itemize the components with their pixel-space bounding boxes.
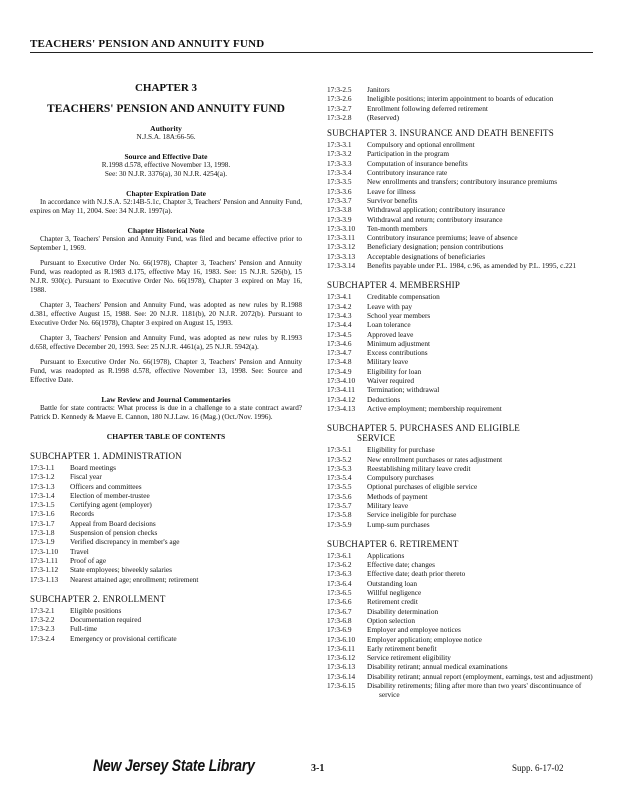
- toc-row: [327, 94, 595, 103]
- section-title: Leave with pay: [367, 301, 412, 311]
- section-title: Full-time: [70, 624, 98, 634]
- section-title: New enrollment purchases or rates adjustment: [367, 454, 503, 464]
- section-title: Lump-sum purchases: [367, 519, 430, 529]
- section-title: Nearest attained age; enrollment; retirement: [70, 574, 199, 584]
- subchapter-5-heading-cont: SERVICE: [357, 433, 396, 444]
- section-number: 17:3-3.1: [327, 140, 352, 150]
- toc-row: [30, 509, 302, 518]
- section-title: Ineligible positions; interim appointment to boards of education: [367, 94, 554, 104]
- subchapter-6-heading: SUBCHAPTER 6. RETIREMENT: [327, 538, 459, 549]
- section-number: 17:3-6.9: [327, 625, 352, 635]
- section-number: 17:3-2.1: [30, 605, 55, 615]
- toc-row: [327, 177, 595, 186]
- toc-row: [327, 473, 595, 482]
- section-title: Disability retirant; annual medical examinations: [367, 662, 508, 672]
- section-number: 17:3-4.10: [327, 376, 356, 386]
- section-title: Early retirement benefit: [367, 643, 437, 653]
- section-title: New enrollments and transfers; contributory insurance premiums: [367, 177, 558, 187]
- toc-row: [327, 625, 595, 634]
- section-number: 17:3-6.8: [327, 615, 352, 625]
- section-number: 17:3-5.6: [327, 491, 352, 501]
- section-title: Travel: [70, 546, 89, 556]
- section-title: Participation in the program: [367, 149, 450, 159]
- section-title: Minimum adjustment: [367, 338, 431, 348]
- toc-row: [327, 339, 595, 348]
- subchapter-5-heading: SUBCHAPTER 5. PURCHASES AND ELIGIBLE: [327, 423, 520, 434]
- toc-row: [327, 330, 595, 339]
- toc-row: [327, 644, 595, 653]
- right-column: [327, 85, 595, 700]
- section-title: Willful negligence: [367, 588, 422, 598]
- section-title: Eligibility for loan: [367, 366, 422, 376]
- section-title: Compulsory purchases: [367, 473, 434, 483]
- subchapter-1-list: [30, 463, 302, 584]
- section-number: 17:3-3.6: [327, 186, 352, 196]
- toc-row: [327, 551, 595, 560]
- section-title: Records: [70, 509, 94, 519]
- section-title: Eligibility for purchase: [367, 445, 435, 455]
- section-number: 17:3-3.7: [327, 195, 352, 205]
- left-column: [30, 82, 302, 643]
- toc-row: [327, 348, 595, 357]
- history-paragraph: Pursuant to Executive Order No. 66(1978), Chapter 3, Teachers' Pension and Annuity Fund, was readopted as R.1998 d.578, effective November 13, 1998. See: Source and Effective Date.: [30, 358, 302, 384]
- toc-row: [30, 482, 302, 491]
- section-number: 17:3-4.1: [327, 292, 352, 302]
- source-line: R.1998 d.578, effective November 13, 1998.: [101, 161, 231, 169]
- section-title: Disability retirements; filing after more than two years' discontinuance of service: [367, 681, 582, 700]
- toc-row: [327, 681, 595, 700]
- section-number: 17:3-1.12: [30, 565, 59, 575]
- toc-row: [327, 395, 595, 404]
- section-number: 17:3-6.3: [327, 569, 352, 579]
- header-rule: [30, 52, 593, 53]
- toc-row: [327, 588, 595, 597]
- supplement-date: Supp. 6-17-02: [512, 763, 564, 773]
- section-title: Methods of payment: [367, 491, 428, 501]
- section-number: 17:3-2.5: [327, 85, 352, 94]
- section-title: Janitors: [367, 85, 390, 94]
- section-number: 17:3-5.3: [327, 463, 352, 473]
- section-number: 17:3-6.13: [327, 662, 356, 672]
- toc-row: [327, 233, 595, 242]
- section-number: 17:3-6.1: [327, 550, 352, 560]
- toc-row: [327, 320, 595, 329]
- toc-row: [327, 357, 595, 366]
- source-heading: Source and Effective Date: [124, 152, 208, 161]
- toc-row: [327, 445, 595, 454]
- section-title: Eligible positions: [70, 605, 122, 615]
- toc-row: [327, 616, 595, 625]
- toc-row: [327, 224, 595, 233]
- toc-row: [327, 501, 595, 510]
- section-number: 17:3-1.5: [30, 500, 55, 510]
- toc-row: [327, 242, 595, 251]
- toc-row: [327, 168, 595, 177]
- law-review-text: Battle for state contracts: What process is due in a challenge to a state contract award? Patrick D. Kennedy & Maeve E. Cannon, 180 N.J.Law. 16 (Mag.) (Oct./Nov. 1996).: [30, 404, 302, 421]
- toc-row: [327, 252, 595, 261]
- toc-row: [327, 635, 595, 644]
- expiration-text: In accordance with N.J.S.A. 52:14B-5.1c, Chapter 3, Teachers' Pension and Annuity Fund, expires on May 11, 2004. See: 34 N.J.R. 1997(a).: [30, 198, 302, 215]
- section-title: Documentation required: [70, 615, 142, 625]
- toc-row: [30, 537, 302, 546]
- section-title: Military leave: [367, 357, 409, 367]
- section-title: Leave for illness: [367, 186, 416, 196]
- section-number: 17:3-6.14: [327, 671, 356, 681]
- section-number: 17:3-4.3: [327, 310, 352, 320]
- toc-row: [327, 113, 595, 122]
- section-number: 17:3-3.3: [327, 158, 352, 168]
- section-number: 17:3-1.13: [30, 574, 59, 584]
- subchapter-4-heading: SUBCHAPTER 4. MEMBERSHIP: [327, 280, 461, 291]
- section-number: 17:3-3.11: [327, 233, 355, 243]
- section-title: Disability retirant; annual report (employment, earnings, test and adjustment): [367, 671, 593, 681]
- section-title: School year members: [367, 310, 431, 320]
- chapter-title: TEACHERS' PENSION AND ANNUITY FUND: [47, 103, 285, 115]
- subchapter-3-list: [327, 140, 595, 270]
- toc-row: [327, 187, 595, 196]
- section-number: 17:3-5.7: [327, 500, 352, 510]
- toc-row: [30, 528, 302, 537]
- toc-row: [327, 196, 595, 205]
- toc-row: [327, 205, 595, 214]
- section-number: 17:3-1.3: [30, 481, 55, 491]
- section-number: 17:3-3.5: [327, 177, 352, 187]
- subchapter-5-list: [327, 445, 595, 529]
- section-title: Waiver required: [367, 376, 415, 386]
- section-number: 17:3-3.8: [327, 205, 352, 215]
- section-title: Deductions: [367, 394, 401, 404]
- toc-row: [30, 463, 302, 472]
- section-number: 17:3-3.10: [327, 223, 356, 233]
- section-title: Applications: [367, 550, 405, 560]
- section-title: Effective date; changes: [367, 560, 435, 570]
- section-number: 17:3-1.10: [30, 546, 59, 556]
- section-number: 17:3-4.12: [327, 394, 356, 404]
- section-number: 17:3-1.7: [30, 518, 55, 528]
- section-number: 17:3-3.14: [327, 261, 356, 271]
- section-title: Withdrawal application; contributory insurance: [367, 205, 506, 215]
- toc-row: [327, 215, 595, 224]
- section-title: Beneficiary designation; pension contributions: [367, 242, 504, 252]
- section-number: 17:3-6.6: [327, 597, 352, 607]
- section-number: 17:3-2.2: [30, 615, 55, 625]
- section-number: 17:3-2.3: [30, 624, 55, 634]
- page-number: 3-1: [311, 763, 325, 774]
- section-title: State employees; biweekly salaries: [70, 565, 172, 575]
- subchapter-1-heading: SUBCHAPTER 1. ADMINISTRATION: [30, 451, 182, 461]
- section-number: 17:3-5.9: [327, 519, 352, 529]
- subchapter-4-list: [327, 292, 595, 413]
- section-title: Compulsory and optional enrollment: [367, 140, 475, 150]
- library-logo: New Jersey State Library: [93, 755, 255, 775]
- toc-row: [30, 575, 302, 584]
- toc-row: [327, 482, 595, 491]
- section-number: 17:3-2.6: [327, 94, 352, 104]
- toc-row: [30, 547, 302, 556]
- section-number: 17:3-4.7: [327, 348, 352, 358]
- section-number: 17:3-6.7: [327, 606, 352, 616]
- subchapter-2-list: [30, 606, 302, 643]
- section-number: 17:3-1.6: [30, 509, 55, 519]
- section-number: 17:3-3.4: [327, 168, 352, 178]
- toc-heading: CHAPTER TABLE OF CONTENTS: [106, 432, 226, 441]
- subchapter-2-list-continued: [327, 85, 595, 122]
- toc-row: [327, 385, 595, 394]
- toc-row: [327, 292, 595, 301]
- toc-row: [30, 615, 302, 624]
- section-title: Acceptable designations of beneficiaries: [367, 251, 486, 261]
- section-number: 17:3-4.8: [327, 357, 352, 367]
- section-title: Outstanding loan: [367, 578, 418, 588]
- section-title: Enrollment following deferred retirement: [367, 103, 488, 113]
- toc-row: [327, 302, 595, 311]
- history-paragraph: Pursuant to Executive Order No. 66(1978), Chapter 3, Teachers' Pension and Annuity Fund, was readopted as R.1983 d.175, effective May 16, 1983. See: 15 N.J.R. 526(b), 15 N.J.R. 930(c). Pursuant to Executive Order No. 66(1978), Chapter 3 expired on May 16, 1988.: [30, 259, 302, 294]
- section-title: Contributory insurance premiums; leave of absence: [367, 233, 518, 243]
- toc-row: [30, 565, 302, 574]
- section-number: 17:3-6.2: [327, 560, 352, 570]
- section-title: Contributory insurance rate: [367, 168, 448, 178]
- toc-row: [327, 104, 595, 113]
- section-number: 17:3-2.4: [30, 633, 55, 643]
- section-title: Withdrawal and return; contributory insurance: [367, 214, 503, 224]
- subchapter-6-list: [327, 551, 595, 700]
- section-title: Computation of insurance benefits: [367, 158, 468, 168]
- running-header: TEACHERS' PENSION AND ANNUITY FUND: [30, 38, 265, 50]
- toc-row: [327, 404, 595, 413]
- toc-row: [30, 606, 302, 615]
- section-title: Ten-month members: [367, 223, 428, 233]
- toc-row: [327, 607, 595, 616]
- authority-heading: Authority: [150, 124, 182, 133]
- toc-row: [30, 491, 302, 500]
- section-title: Service retirement eligibility: [367, 653, 451, 663]
- toc-row: [327, 672, 595, 681]
- section-title: (Reserved): [367, 112, 400, 122]
- section-number: 17:3-6.10: [327, 634, 356, 644]
- section-title: Reestablishing military leave credit: [367, 463, 471, 473]
- section-number: 17:3-5.5: [327, 482, 352, 492]
- toc-row: [327, 85, 595, 94]
- section-title: Board meetings: [70, 463, 117, 472]
- toc-row: [327, 367, 595, 376]
- section-title: Service ineligible for purchase: [367, 510, 457, 520]
- toc-row: [327, 492, 595, 501]
- toc-row: [30, 624, 302, 633]
- section-number: 17:3-3.12: [327, 242, 356, 252]
- section-number: 17:3-1.2: [30, 472, 55, 482]
- toc-row: [30, 556, 302, 565]
- section-number: 17:3-6.15: [327, 681, 356, 691]
- section-title: Suspension of pension checks: [70, 528, 158, 538]
- section-title: Military leave: [367, 500, 409, 510]
- section-number: 17:3-3.13: [327, 251, 356, 261]
- section-number: 17:3-4.4: [327, 320, 352, 330]
- history-heading: Chapter Historical Note: [127, 226, 205, 235]
- section-title: Effective date; death prior thereto: [367, 569, 466, 579]
- section-title: Retirement credit: [367, 597, 418, 607]
- section-number: 17:3-1.8: [30, 528, 55, 538]
- section-number: 17:3-5.8: [327, 510, 352, 520]
- section-number: 17:3-1.9: [30, 537, 55, 547]
- toc-row: [327, 376, 595, 385]
- toc-row: [327, 560, 595, 569]
- section-number: 17:3-1.1: [30, 463, 55, 472]
- toc-row: [30, 472, 302, 481]
- section-title: Certifying agent (employer): [70, 500, 152, 510]
- section-title: Appeal from Board decisions: [70, 518, 156, 528]
- section-number: 17:3-4.2: [327, 301, 352, 311]
- section-title: Fiscal year: [70, 472, 102, 482]
- law-review-heading: Law Review and Journal Commentaries: [101, 395, 231, 404]
- toc-row: [327, 159, 595, 168]
- section-title: Verified discrepancy in member's age: [70, 537, 180, 547]
- toc-row: [30, 634, 302, 643]
- section-title: Benefits payable under P.L. 1984, c.96, as amended by P.L. 1995, c.221: [367, 261, 577, 271]
- section-title: Option selection: [367, 615, 416, 625]
- expiration-heading: Chapter Expiration Date: [126, 189, 206, 198]
- toc-row: [327, 653, 595, 662]
- toc-row: [327, 579, 595, 588]
- authority-text: N.J.S.A. 18A:66-56.: [136, 133, 196, 141]
- toc-row: [30, 500, 302, 509]
- section-number: 17:3-3.2: [327, 149, 352, 159]
- section-title: Active employment; membership requirement: [367, 403, 502, 413]
- section-title: Approved leave: [367, 329, 414, 339]
- section-number: 17:3-1.11: [30, 555, 58, 565]
- toc-row: [327, 510, 595, 519]
- section-title: Optional purchases of eligible service: [367, 482, 478, 492]
- section-number: 17:3-4.11: [327, 385, 355, 395]
- section-title: Survivor benefits: [367, 195, 418, 205]
- section-number: 17:3-6.4: [327, 578, 352, 588]
- section-number: 17:3-4.13: [327, 403, 356, 413]
- toc-row: [30, 519, 302, 528]
- section-number: 17:3-6.12: [327, 653, 356, 663]
- section-title: Emergency or provisional certificate: [70, 633, 177, 643]
- section-title: Termination; withdrawal: [367, 385, 440, 395]
- subchapter-3-heading: SUBCHAPTER 3. INSURANCE AND DEATH BENEFITS: [327, 128, 554, 139]
- toc-row: [327, 520, 595, 529]
- section-number: 17:3-6.5: [327, 588, 352, 598]
- toc-row: [327, 261, 595, 270]
- toc-row: [327, 597, 595, 606]
- section-title: Election of member-trustee: [70, 490, 150, 500]
- section-number: 17:3-5.2: [327, 454, 352, 464]
- section-title: Creditable compensation: [367, 292, 440, 302]
- section-number: 17:3-4.5: [327, 329, 352, 339]
- toc-row: [327, 311, 595, 320]
- section-number: 17:3-2.7: [327, 103, 352, 113]
- section-title: Proof of age: [70, 555, 107, 565]
- section-number: 17:3-2.8: [327, 112, 352, 122]
- section-title: Employer and employee notices: [367, 625, 461, 635]
- section-number: 17:3-6.11: [327, 643, 355, 653]
- history-paragraph: Chapter 3, Teachers' Pension and Annuity Fund, was adopted as new rules by R.1993 d.658, effective December 20, 1993. See: 25 N.J.R. 4461(a), 25 N.J.R. 5942(a).: [30, 334, 302, 351]
- history-paragraph: Chapter 3, Teachers' Pension and Annuity Fund, was adopted as new rules by R.1988 d.381, effective August 15, 1988. See: 20 N.J.R. 1181(b), 20 N.J.R. 2072(b). Pursuant to Executive Order No. 66(1978), Chapter 3 expired on August 15, 1993.: [30, 301, 302, 327]
- toc-row: [327, 464, 595, 473]
- section-title: Excess contributions: [367, 348, 428, 358]
- toc-row: [327, 149, 595, 158]
- section-number: 17:3-4.6: [327, 338, 352, 348]
- section-title: Employer application; employee notice: [367, 634, 482, 644]
- section-number: 17:3-5.4: [327, 473, 352, 483]
- section-title: Disability determination: [367, 606, 439, 616]
- section-title: Loan tolerance: [367, 320, 411, 330]
- section-number: 17:3-4.9: [327, 366, 352, 376]
- history-paragraph: Chapter 3, Teachers' Pension and Annuity Fund, was filed and became effective prior to September 1, 1969.: [30, 235, 302, 252]
- toc-row: [327, 140, 595, 149]
- section-number: 17:3-1.4: [30, 490, 55, 500]
- toc-row: [327, 455, 595, 464]
- section-number: 17:3-5.1: [327, 445, 352, 455]
- toc-row: [327, 569, 595, 578]
- section-number: 17:3-3.9: [327, 214, 352, 224]
- chapter-number: CHAPTER 3: [134, 82, 198, 94]
- toc-row: [327, 662, 595, 671]
- source-line: See: 30 N.J.R. 3376(a), 30 N.J.R. 4254(a).: [104, 170, 228, 178]
- section-title: Officers and committees: [70, 481, 142, 491]
- subchapter-2-heading: SUBCHAPTER 2. ENROLLMENT: [30, 593, 166, 604]
